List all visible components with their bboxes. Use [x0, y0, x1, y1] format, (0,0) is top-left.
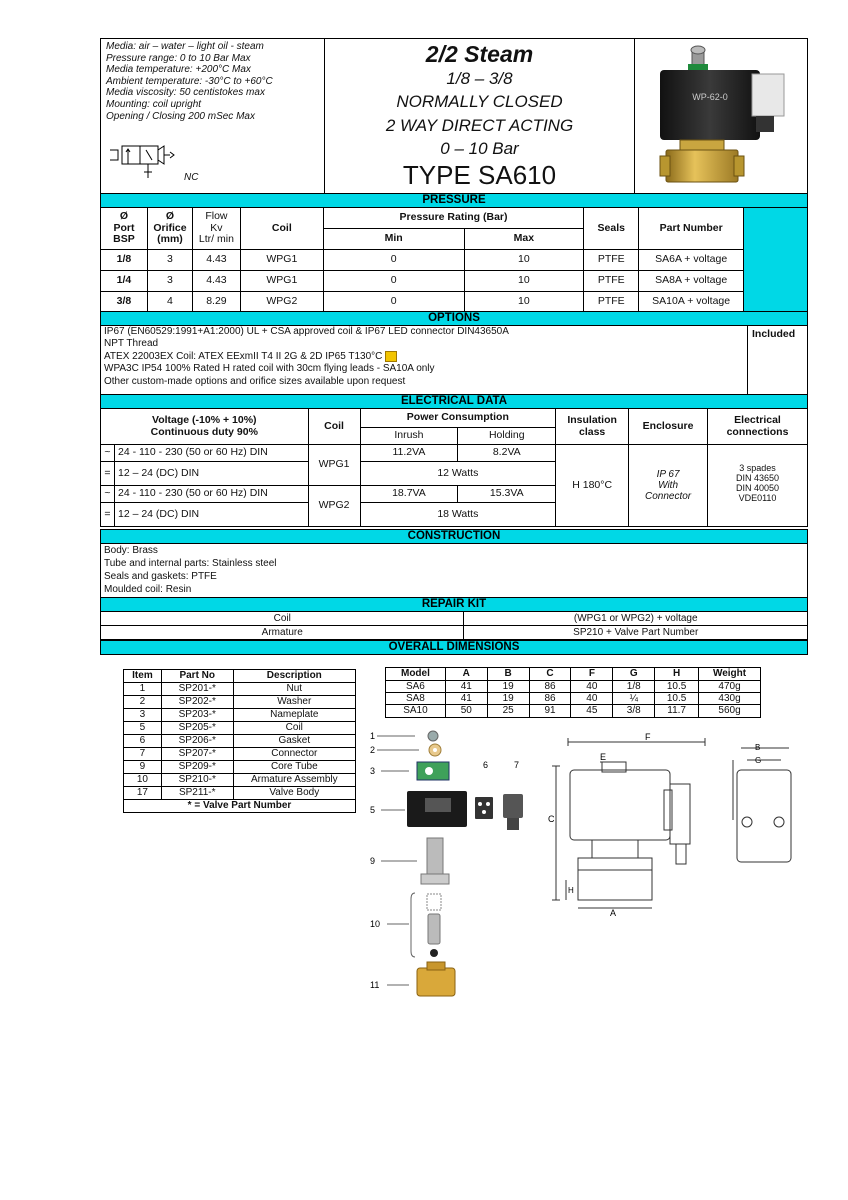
header-divider-right [634, 38, 635, 194]
port-cell: 1/4 [101, 271, 148, 292]
header-holding: Holding [458, 428, 556, 445]
max-cell: 10 [464, 250, 584, 271]
weight-cell: 430g [699, 693, 761, 705]
electrical-table [100, 408, 808, 527]
max-cell: 10 [464, 292, 584, 312]
part-cell: SA8A + voltage [639, 271, 744, 292]
dim-cell: 11.7 [655, 705, 699, 717]
holding-cell: 8.2VA [458, 445, 556, 462]
dim-label-b: B [755, 743, 761, 752]
repair-left-cell: Coil [101, 612, 464, 626]
header-flow: Flow Kv Ltr/ min [192, 208, 240, 250]
header-coil: Coil [308, 409, 360, 445]
part-no-cell: SP207-* [161, 748, 233, 761]
max-cell: 10 [464, 271, 584, 292]
item-cell: 3 [124, 709, 162, 722]
part-no-cell: SP201-* [161, 683, 233, 696]
table-row [386, 681, 761, 693]
table-row [124, 787, 356, 800]
spec-line: Media viscosity: 50 centistokes max [106, 87, 265, 99]
part-no-cell: SP202-* [161, 696, 233, 709]
header-f: F [571, 668, 613, 681]
parts-table [123, 669, 356, 813]
dim-label-e: E [600, 752, 607, 762]
dim-label-h: H [568, 886, 574, 895]
label-5: 5 [370, 805, 376, 815]
label-11: 11 [370, 980, 380, 990]
table-row [124, 748, 356, 761]
option-line: IP67 (EN60529:1991+A1:2000) UL + CSA approved coil & IP67 LED connector DIN43650A [104, 326, 509, 337]
item-cell: 10 [124, 774, 162, 787]
seals-cell: PTFE [584, 250, 639, 271]
dimension-drawing [540, 730, 730, 920]
header-inrush: Inrush [360, 428, 458, 445]
dim-cell: 86 [529, 693, 571, 705]
label-1: 1 [370, 731, 376, 741]
item-cell: 1 [124, 683, 162, 696]
description-cell: Connector [233, 748, 355, 761]
item-cell: 7 [124, 748, 162, 761]
min-cell: 0 [323, 250, 464, 271]
spec-line: Mounting: coil upright [106, 98, 202, 110]
normally-closed: NORMALLY CLOSED [396, 92, 563, 111]
weight-cell: 560g [699, 705, 761, 717]
dim-cell: 45 [571, 705, 613, 717]
header-c: C [529, 668, 571, 681]
part-cell: SA6A + voltage [639, 250, 744, 271]
end-view-drawing [725, 740, 805, 870]
product-photo [640, 42, 805, 192]
description-cell: Nameplate [233, 709, 355, 722]
table-row [101, 292, 808, 312]
header-min: Min [323, 229, 464, 250]
table-row [101, 271, 808, 292]
description-cell: Coil [233, 722, 355, 735]
option-line: NPT Thread [104, 338, 159, 350]
dim-label-g: G [755, 756, 762, 765]
part-no-cell: SP210-* [161, 774, 233, 787]
table-row [124, 735, 356, 748]
header-seals: Seals [584, 208, 639, 250]
header-insulation: Insulation class [556, 409, 629, 445]
label-3: 3 [370, 766, 376, 776]
header-b: B [487, 668, 529, 681]
ac-symbol: ~ [101, 445, 115, 462]
table-row [124, 709, 356, 722]
dim-cell: 19 [487, 681, 529, 693]
table-row [124, 722, 356, 735]
table-row [386, 693, 761, 705]
voltage-cell: 12 – 24 (DC) DIN [114, 462, 308, 486]
item-cell: 9 [124, 761, 162, 774]
header-port: Ø Port BSP [101, 208, 148, 250]
dim-label-a: A [610, 908, 617, 918]
type-code: TYPE SA610 [402, 160, 557, 190]
options-band: OPTIONS [100, 311, 808, 326]
electrical-band: ELECTRICAL DATA [100, 394, 808, 409]
min-cell: 0 [323, 292, 464, 312]
item-cell: 2 [124, 696, 162, 709]
construction-line: Tube and internal parts: Stainless steel [104, 558, 277, 569]
header-orifice: Ø Orifice (mm) [147, 208, 192, 250]
pressure-band: PRESSURE [100, 193, 808, 208]
dim-cell: 91 [529, 705, 571, 717]
options-list [104, 326, 744, 388]
dim-cell: 3/8 [613, 705, 655, 717]
construction-line: Seals and gaskets: PTFE [104, 571, 217, 582]
dim-label-f: F [645, 732, 651, 742]
part-no-cell: SP203-* [161, 709, 233, 722]
spec-line: Pressure range: 0 to 10 Bar Max [106, 52, 251, 64]
flow-cell: 4.43 [192, 250, 240, 271]
exploded-view-diagram [365, 728, 535, 1000]
port-cell: 3/8 [101, 292, 148, 312]
construction-band: CONSTRUCTION [100, 529, 808, 544]
options-divider [747, 325, 748, 395]
dim-cell: 10.5 [655, 693, 699, 705]
coil-cell: WPG1 [308, 445, 360, 486]
header-enclosure: Enclosure [629, 409, 708, 445]
size-range: 1/8 – 3/8 [446, 69, 513, 88]
orifice-cell: 4 [147, 292, 192, 312]
table-row [101, 612, 808, 626]
spec-line: Media: air – water – light oil - steam [106, 41, 264, 52]
ac-symbol: ~ [101, 486, 115, 503]
header-weight: Weight [699, 668, 761, 681]
product-title: 2/2 Steam [425, 41, 534, 67]
dim-cell: 19 [487, 693, 529, 705]
pressure-table [100, 207, 808, 312]
header-part-number: Part Number [639, 208, 744, 250]
label-9: 9 [370, 856, 376, 866]
pressure-side-cell [744, 208, 808, 312]
part-no-cell: SP205-* [161, 722, 233, 735]
orifice-cell: 3 [147, 250, 192, 271]
pressure-range: 0 – 10 Bar [440, 139, 519, 158]
item-cell: 6 [124, 735, 162, 748]
part-no-cell: SP206-* [161, 735, 233, 748]
dim-cell: 25 [487, 705, 529, 717]
table-row [101, 626, 808, 640]
voltage-cell: 24 - 110 - 230 (50 or 60 Hz) DIN [114, 445, 308, 462]
table-row [101, 445, 808, 462]
included-label: Included [752, 328, 796, 340]
voltage-cell: 12 – 24 (DC) DIN [114, 503, 308, 527]
header-model: Model [386, 668, 446, 681]
option-line: Other custom-made options and orifice sizes available upon request [104, 375, 406, 387]
repair-kit-table [100, 611, 808, 640]
part-cell: SA10A + voltage [639, 292, 744, 312]
dim-label-c: C [548, 814, 555, 824]
repair-right-cell: SP210 + Valve Part Number [464, 626, 808, 640]
flow-cell: 8.29 [192, 292, 240, 312]
coil-cell: WPG1 [240, 250, 323, 271]
coil-label: WP-62-0 [692, 92, 728, 102]
description-cell: Valve Body [233, 787, 355, 800]
header-voltage: Voltage (-10% + 10%) Continuous duty 90% [101, 409, 309, 445]
description-cell: Gasket [233, 735, 355, 748]
table-row [386, 705, 761, 717]
flow-cell: 4.43 [192, 271, 240, 292]
label-7: 7 [514, 760, 520, 770]
coil-cell: WPG2 [308, 486, 360, 527]
construction-line: Moulded coil: Resin [104, 584, 192, 595]
voltage-cell: 24 - 110 - 230 (50 or 60 Hz) DIN [114, 486, 308, 503]
enclosure-cell: IP 67 With Connector [629, 445, 708, 527]
watts-cell: 12 Watts [360, 462, 556, 486]
model-cell: SA6 [386, 681, 446, 693]
header-a: A [445, 668, 487, 681]
seals-cell: PTFE [584, 292, 639, 312]
dim-cell: 10.5 [655, 681, 699, 693]
weight-cell: 470g [699, 681, 761, 693]
construction-list [104, 544, 277, 596]
header-pressure-rating: Pressure Rating (Bar) [323, 208, 584, 229]
dim-cell: 41 [445, 693, 487, 705]
dc-symbol: = [101, 503, 115, 527]
watts-cell: 18 Watts [360, 503, 556, 527]
header-g: G [613, 668, 655, 681]
holding-cell: 15.3VA [458, 486, 556, 503]
table-row [124, 683, 356, 696]
label-2: 2 [370, 745, 376, 755]
dim-cell: 86 [529, 681, 571, 693]
table-row [124, 774, 356, 787]
model-cell: SA8 [386, 693, 446, 705]
item-cell: 17 [124, 787, 162, 800]
construction-line: Body: Brass [104, 545, 158, 556]
valve-symbol-icon [108, 140, 188, 186]
title-block [325, 40, 634, 190]
header-coil: Coil [240, 208, 323, 250]
model-cell: SA10 [386, 705, 446, 717]
option-line: WPA3C IP54 100% Rated H rated coil with 30cm flying leads - SA10A only [104, 363, 435, 375]
part-no-cell: SP209-* [161, 761, 233, 774]
header-item: Item [124, 670, 162, 683]
option-line: ATEX 22003EX Coil: ATEX EExmII T4 II 2G & 2D IP65 T130°C [104, 351, 744, 364]
description-cell: Armature Assembly [233, 774, 355, 787]
part-no-cell: SP211-* [161, 787, 233, 800]
coil-cell: WPG1 [240, 271, 323, 292]
orifice-cell: 3 [147, 271, 192, 292]
media-specs [106, 41, 321, 122]
table-row [124, 696, 356, 709]
label-10: 10 [370, 919, 381, 929]
repair-right-cell: (WPG1 or WPG2) + voltage [464, 612, 808, 626]
connections-cell: 3 spades DIN 43650 DIN 40050 VDE0110 [708, 445, 808, 527]
spec-line: Opening / Closing 200 mSec Max [106, 110, 255, 122]
dim-cell: 40 [571, 681, 613, 693]
label-6: 6 [483, 760, 489, 770]
dim-cell: 40 [571, 693, 613, 705]
header-h: H [655, 668, 699, 681]
dimensions-band: OVERALL DIMENSIONS [100, 640, 808, 655]
table-row [101, 250, 808, 271]
spec-line: Ambient temperature: -30°C to +60°C [106, 75, 273, 87]
header-description: Description [233, 670, 355, 683]
models-table [385, 667, 761, 718]
dim-cell: 50 [445, 705, 487, 717]
repair-kit-band: REPAIR KIT [100, 597, 808, 612]
header-connections: Electrical connections [708, 409, 808, 445]
dim-cell: 1/8 [613, 681, 655, 693]
seals-cell: PTFE [584, 271, 639, 292]
inrush-cell: 18.7VA [360, 486, 458, 503]
description-cell: Core Tube [233, 761, 355, 774]
inrush-cell: 11.2VA [360, 445, 458, 462]
dc-symbol: = [101, 462, 115, 486]
header-max: Max [464, 229, 584, 250]
symbol-label: NC [184, 172, 199, 183]
insulation-cell: H 180°C [556, 445, 629, 527]
port-cell: 1/8 [101, 250, 148, 271]
description-cell: Nut [233, 683, 355, 696]
spec-line: Media temperature: +200°C Max [106, 64, 251, 76]
dim-cell: 41 [445, 681, 487, 693]
coil-cell: WPG2 [240, 292, 323, 312]
dim-cell: ¼ [613, 693, 655, 705]
header-part-no: Part No [161, 670, 233, 683]
description-cell: Washer [233, 696, 355, 709]
table-row [124, 761, 356, 774]
ex-icon [385, 351, 397, 362]
repair-left-cell: Armature [101, 626, 464, 640]
direct-acting: 2 WAY DIRECT ACTING [385, 116, 574, 135]
parts-footer: * = Valve Part Number [124, 800, 356, 813]
min-cell: 0 [323, 271, 464, 292]
item-cell: 5 [124, 722, 162, 735]
header-power: Power Consumption [360, 409, 556, 428]
